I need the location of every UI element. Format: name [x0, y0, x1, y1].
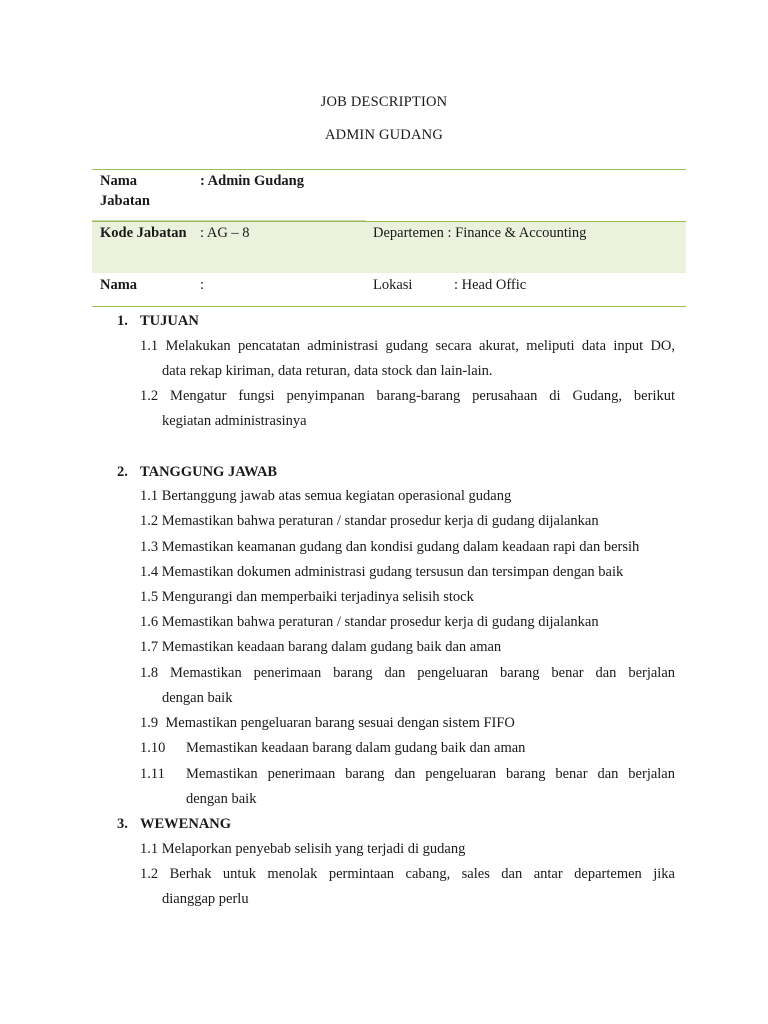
section-heading-wewenang	[117, 814, 231, 834]
item-text: Memastikan dokumen administrasi gudang tersusun dan tersimpan dengan baik	[161, 564, 624, 580]
list-item	[140, 484, 675, 509]
section-number: 3.	[117, 816, 128, 832]
document-title: JOB DESCRIPTION	[320, 94, 448, 110]
info-row-nama	[92, 273, 686, 307]
item-number: 1.1	[140, 841, 159, 857]
item-text: Memastikan keadaan barang dalam gudang baik dan aman	[186, 740, 526, 756]
item-text: Melakukan pencatatan administrasi gudang secara akurat, meliputi data input DO,	[165, 338, 676, 354]
list-item	[140, 635, 675, 660]
section-number: 2.	[117, 464, 128, 480]
list-item	[140, 509, 675, 534]
item-text-continued: dengan baik	[186, 791, 257, 807]
item-text: Memastikan keamanan gudang dan kondisi gudang dalam keadaan rapi dan bersih	[161, 539, 640, 555]
item-text: Memastikan bahwa peraturan / standar prosedur kerja di gudang dijalankan	[161, 513, 599, 529]
list-item	[140, 762, 675, 812]
list-item	[140, 711, 675, 736]
item-text: Memastikan keadaan barang dalam gudang baik dan aman	[161, 639, 502, 655]
item-number: 1.1	[140, 338, 159, 354]
label-lokasi: Lokasi	[373, 277, 413, 293]
list-item	[140, 560, 675, 585]
list-item	[140, 661, 675, 711]
value-nama-jabatan: : Admin Gudang	[200, 173, 304, 189]
list-item	[140, 535, 675, 560]
item-number: 1.1	[140, 488, 159, 504]
label-nama: Nama	[100, 277, 138, 293]
list-item	[140, 334, 675, 384]
item-number: 1.6	[140, 614, 159, 630]
value-departemen: Departemen : Finance & Accounting	[373, 225, 587, 241]
item-text-continued: kegiatan administrasinya	[162, 413, 307, 429]
item-text: Memastikan penerimaan barang dan pengeluaran barang benar dan berjalan	[170, 665, 676, 681]
item-text-continued: dianggap perlu	[162, 891, 249, 907]
section-title: TANGGUNG JAWAB	[140, 464, 278, 480]
value-kode-jabatan: : AG – 8	[200, 225, 250, 241]
list-item	[140, 736, 675, 761]
list-item	[140, 384, 675, 434]
item-number: 1.2	[140, 388, 159, 404]
item-text: Memastikan penerimaan barang dan pengeluaran barang benar dan berjalan	[186, 766, 675, 782]
info-row-kode-jabatan	[92, 221, 686, 273]
list-item	[140, 610, 675, 635]
section-number: 1.	[117, 313, 128, 329]
value-lokasi: : Head Offic	[454, 277, 527, 293]
item-text-continued: data rekap kiriman, data returan, data stock dan lain-lain.	[162, 363, 493, 379]
item-text: Bertanggung jawab atas semua kegiatan operasional gudang	[161, 488, 512, 504]
label-kode-jabatan: Kode Jabatan	[100, 225, 187, 241]
item-text: Melaporkan penyebab selisih yang terjadi di gudang	[161, 841, 466, 857]
item-number: 1.2	[140, 513, 159, 529]
list-item	[140, 585, 675, 610]
item-number: 1.5	[140, 589, 159, 605]
section-title: TUJUAN	[140, 313, 199, 329]
list-item	[140, 862, 675, 912]
item-text-continued: dengan baik	[162, 690, 233, 706]
info-row-nama-jabatan	[92, 169, 686, 221]
item-number: 1.3	[140, 539, 159, 555]
item-number: 1.8	[140, 665, 159, 681]
item-number: 1.4	[140, 564, 159, 580]
item-number: 1.11	[140, 766, 165, 782]
list-item	[140, 837, 675, 862]
item-number: 1.2	[140, 866, 159, 882]
label-nama-jabatan: Nama Jabatan	[100, 173, 150, 209]
section-heading-tujuan	[117, 311, 199, 331]
item-number: 1.7	[140, 639, 159, 655]
item-text: Mengurangi dan memperbaiki terjadinya selisih stock	[161, 589, 474, 605]
document-subtitle: ADMIN GUDANG	[325, 127, 443, 143]
section-title: WEWENANG	[140, 816, 232, 832]
item-text: Memastikan pengeluaran barang sesuai dengan sistem FIFO	[165, 715, 515, 731]
value-nama: :	[200, 277, 205, 293]
item-text: Memastikan bahwa peraturan / standar prosedur kerja di gudang dijalankan	[161, 614, 599, 630]
item-text: Mengatur fungsi penyimpanan barang-barang perusahaan di Gudang, berikut	[170, 388, 676, 404]
section-heading-tanggung-jawab	[117, 462, 277, 482]
item-number: 1.9	[140, 715, 159, 731]
job-info-table	[92, 169, 686, 307]
item-number: 1.10	[140, 740, 166, 756]
item-text: Berhak untuk menolak permintaan cabang, sales dan antar departemen jika	[169, 866, 675, 882]
